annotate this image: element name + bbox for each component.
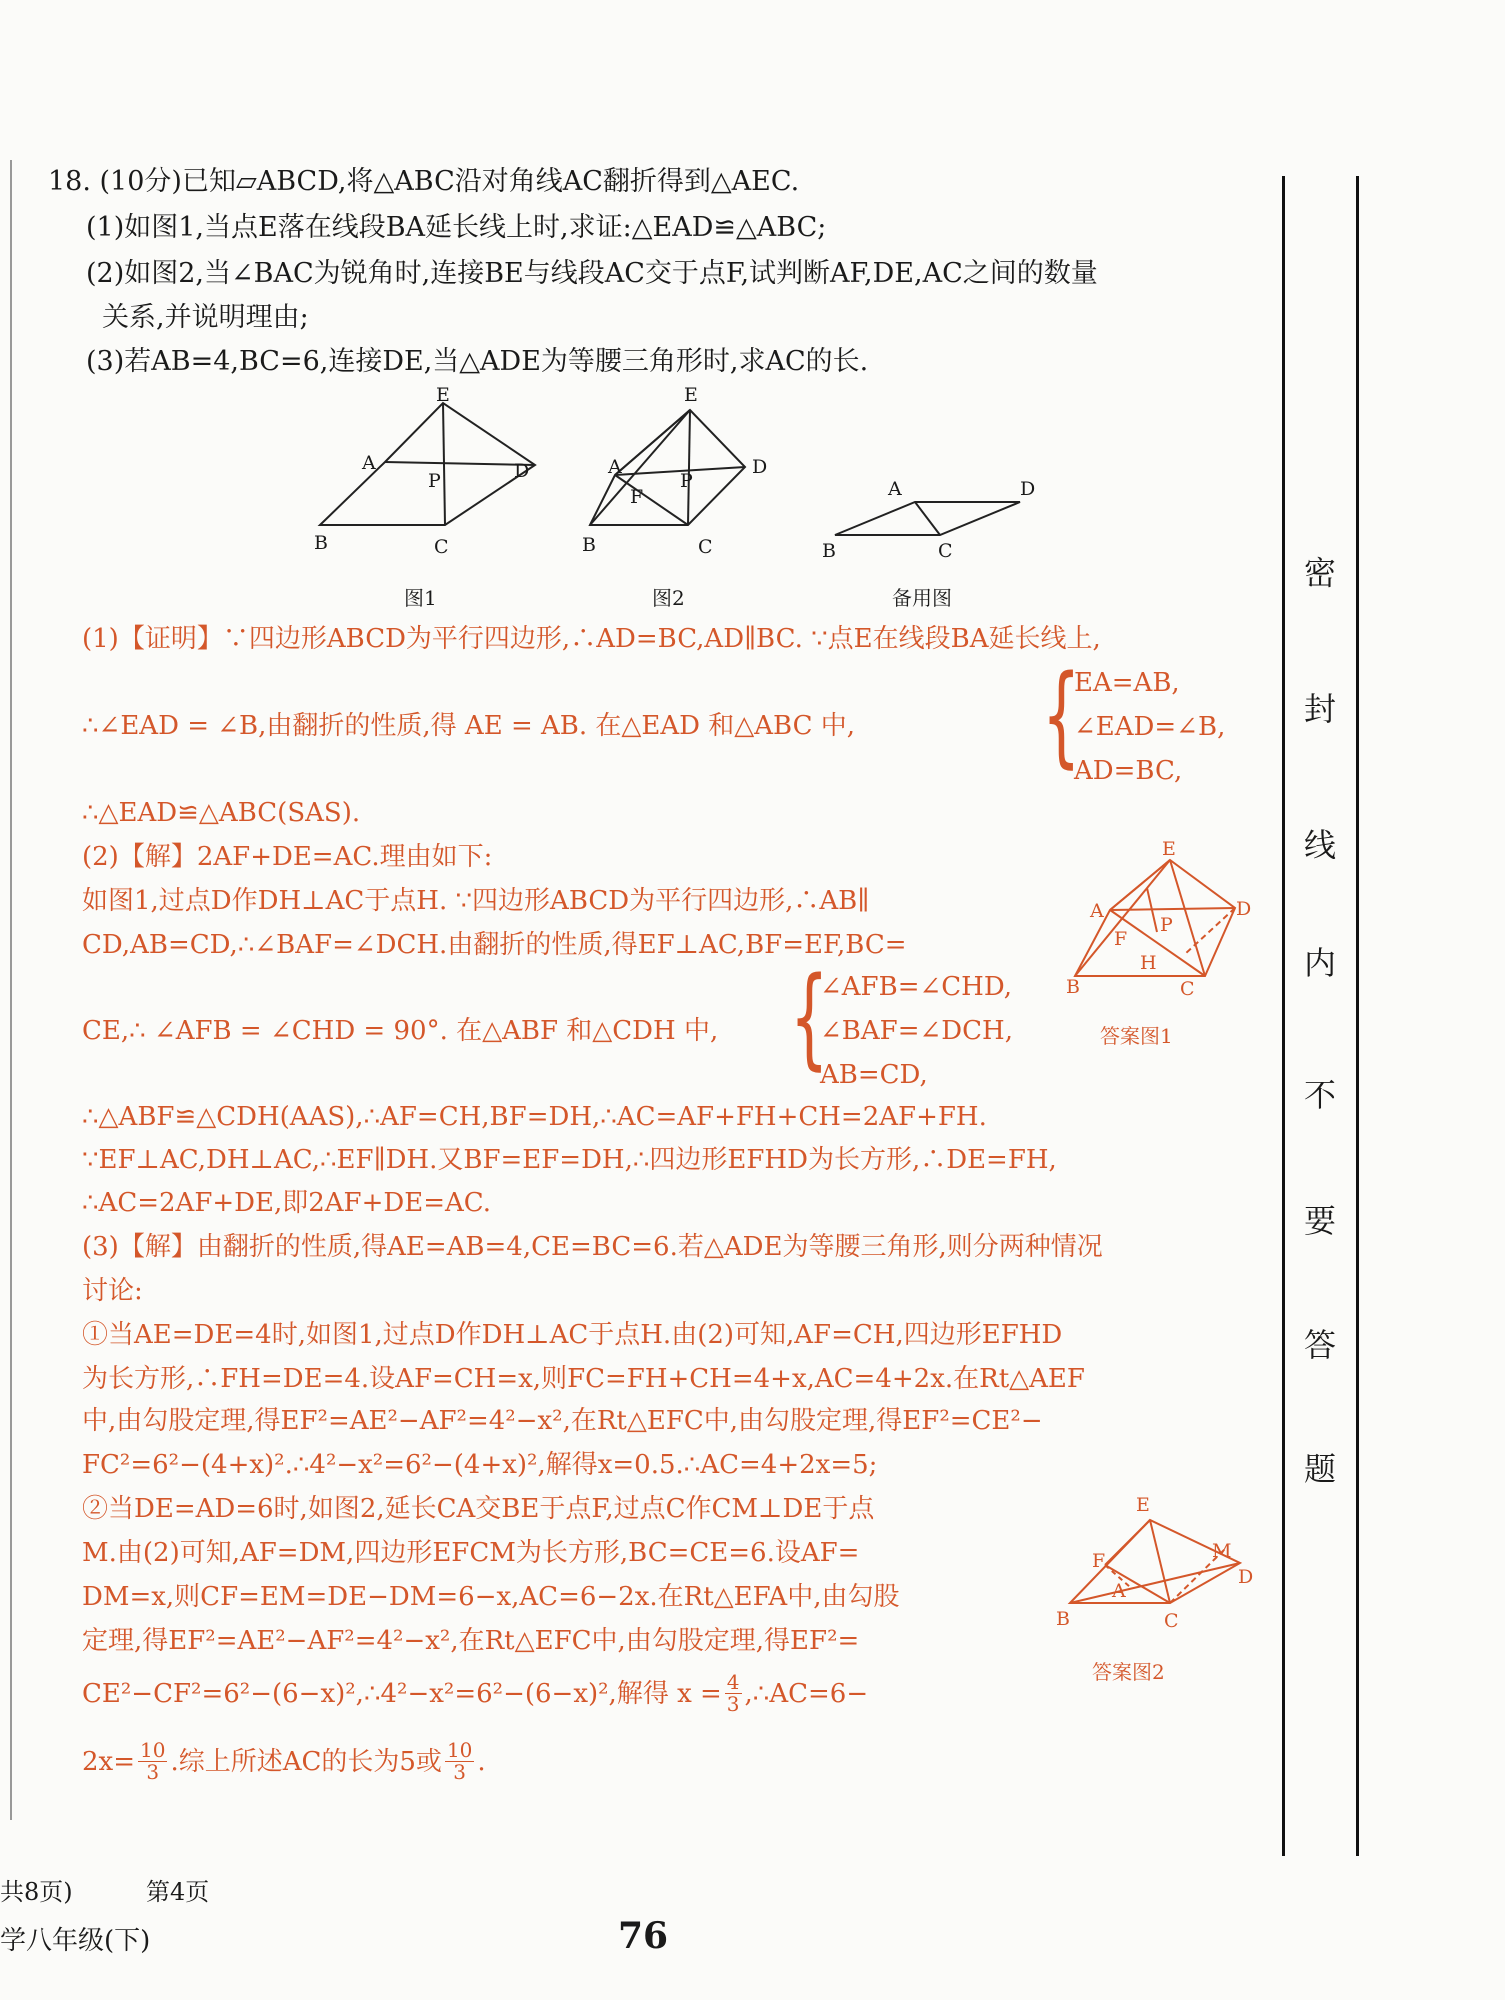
answer-p3-line5: 中,由勾股定理,得EF²=AE²−AF²=4²−x²,在Rt△EFC中,由勾股定理,得EF²=CE²− xyxy=(82,1406,1043,1436)
footer-grade: 学八年级(下) xyxy=(0,1926,151,1956)
answer-p3-line12-text-a: 2x= xyxy=(82,1746,135,1777)
figure-spare xyxy=(820,480,1040,550)
left-margin-rule xyxy=(10,160,12,1820)
ans2-label-d: D xyxy=(1238,1566,1254,1588)
fraction-4-3-den: 3 xyxy=(726,1692,740,1716)
fig2-label-c: C xyxy=(698,536,713,558)
answer-p3-line12-text-b: .综上所述AC的长为5或 xyxy=(170,1746,442,1777)
ans1-label-e: E xyxy=(1162,838,1176,860)
answer-p2-case1: ∠AFB=∠CHD, xyxy=(820,972,1013,1002)
ans1-label-d: D xyxy=(1236,898,1252,920)
fig2-label-f: F xyxy=(630,486,644,508)
answer-p3-line10: 定理,得EF²=AE²−AF²=4²−x²,在Rt△EFC中,由勾股定理,得EF²= xyxy=(82,1626,860,1656)
answer-p2-case2: ∠BAF=∠DCH, xyxy=(820,1016,1013,1046)
ans1-label-h: H xyxy=(1140,952,1157,974)
seal-char-7: 答 xyxy=(1304,1326,1337,1364)
seal-char-4: 内 xyxy=(1304,944,1337,982)
fig1-label-d: D xyxy=(514,460,530,482)
answer-p3-line11-text-b: ,∴AC=6− xyxy=(744,1678,869,1709)
fig2-label-b: B xyxy=(582,534,596,556)
question-part2-line1: (2)如图2,当∠BAC为锐角时,连接BE与线段AC交于点F,试判断AF,DE,AC之间的数量 xyxy=(86,258,1098,289)
ans1-label-b: B xyxy=(1066,976,1080,998)
ans2-label-e: E xyxy=(1136,1494,1150,1516)
answer-fig2-caption: 答案图2 xyxy=(1092,1660,1165,1684)
fig1-label-c: C xyxy=(434,536,449,558)
question-part3: (3)若AB=4,BC=6,连接DE,当△ADE为等腰三角形时,求AC的长. xyxy=(86,346,869,377)
question-title: 18. (10分)已知▱ABCD,将△ABC沿对角线AC翻折得到△AEC. xyxy=(48,166,800,197)
seal-char-8: 题 xyxy=(1304,1450,1337,1488)
answer-p1-case2: ∠EAD=∠B, xyxy=(1074,712,1226,742)
answer-p3-line4: 为长方形,∴FH=DE=4.设AF=CH=x,则FC=FH+CH=4+x,AC=4+2x.在Rt△AEF xyxy=(82,1364,1085,1394)
page-number: 76 xyxy=(618,1915,669,1957)
ans2-label-b: B xyxy=(1056,1608,1070,1630)
ans1-label-a: A xyxy=(1090,900,1104,922)
fig1-label-p: P xyxy=(428,470,441,492)
brace-p2: { xyxy=(790,953,829,1081)
answer-p2-line7: ∴AC=2AF+DE,即2AF+DE=AC. xyxy=(82,1188,491,1218)
answer-p1-case1: EA=AB, xyxy=(1074,668,1180,698)
seal-char-6: 要 xyxy=(1304,1202,1337,1240)
footer-pages-total: 共8页) xyxy=(0,1878,73,1906)
fig1-caption: 图1 xyxy=(404,586,437,610)
fraction-10-3-a-num: 10 xyxy=(140,1738,166,1762)
answer-p2-case3: AB=CD, xyxy=(820,1060,928,1090)
answer-p3-line12-text-c: . xyxy=(477,1746,486,1777)
answer-p1-line1: (1)【证明】∵四边形ABCD为平行四边形,∴AD=BC,AD∥BC. ∵点E在线段BA延长线上, xyxy=(82,624,1101,654)
fig3-label-a: A xyxy=(888,478,902,500)
fig3-label-d: D xyxy=(1020,478,1036,500)
answer-p2-line5: ∴△ABF≌△CDH(AAS),∴AF=CH,BF=DH,∴AC=AF+FH+CH=2AF+FH. xyxy=(82,1102,987,1132)
fraction-4-3-num: 4 xyxy=(726,1670,740,1694)
ans1-label-c: C xyxy=(1180,978,1195,1000)
question-part2-line2: 关系,并说明理由; xyxy=(102,302,309,333)
fraction-10-3-a-den: 3 xyxy=(146,1760,160,1784)
fraction-4-3 xyxy=(725,1672,742,1715)
answer-p3-line7: ②当DE=AD=6时,如图2,延长CA交BE于点F,过点C作CM⊥DE于点 xyxy=(82,1494,875,1524)
answer-p3-line11-text-a: CE²−CF²=6²−(6−x)²,∴4²−x²=6²−(6−x)²,解得 x = xyxy=(82,1678,722,1709)
question-part1: (1)如图1,当点E落在线段BA延长线上时,求证:△EAD≌△ABC; xyxy=(86,212,827,243)
ans1-label-p: P xyxy=(1160,914,1173,936)
answer-p3-line9: DM=x,则CF=EM=DE−DM=6−x,AC=6−2x.在Rt△EFA中,由勾股 xyxy=(82,1582,900,1612)
fraction-10-3-b-num: 10 xyxy=(446,1738,473,1762)
ans2-label-a: A xyxy=(1112,1580,1126,1602)
seal-char-1: 密 xyxy=(1304,554,1337,592)
fig1-label-b: B xyxy=(314,532,328,554)
fig1-label-a: A xyxy=(362,452,376,474)
fig2-label-d: D xyxy=(752,456,768,478)
answer-p3-line11 xyxy=(82,1672,868,1715)
answer-p3-line2: 讨论: xyxy=(82,1276,143,1306)
fig1-label-e: E xyxy=(436,384,450,406)
answer-p3-line6: FC²=6²−(4+x)².∴4²−x²=6²−(4+x)²,解得x=0.5.∴AC=4+2x=5; xyxy=(82,1450,878,1480)
fraction-10-3-b-den: 3 xyxy=(453,1760,467,1784)
fig2-label-a: A xyxy=(608,456,622,478)
answer-p1-line2: ∴∠EAD = ∠B,由翻折的性质,得 AE = AB. 在△EAD 和△ABC 中, xyxy=(82,711,856,741)
answer-p2-line6: ∵EF⊥AC,DH⊥AC,∴EF∥DH.又BF=EF=DH,∴四边形EFHD为长方形,∴DE=FH, xyxy=(82,1145,1057,1175)
seal-line-right xyxy=(1356,176,1359,1856)
seal-char-2: 封 xyxy=(1304,690,1337,728)
figure-2 xyxy=(570,380,770,550)
answer-p1-line3: ∴△EAD≌△ABC(SAS). xyxy=(82,798,361,828)
figure-1 xyxy=(300,380,540,550)
answer-figure-2 xyxy=(1060,1505,1260,1620)
answer-p2-line3: CD,AB=CD,∴∠BAF=∠DCH.由翻折的性质,得EF⊥AC,BF=EF,BC= xyxy=(82,930,907,960)
answer-p3-line1: (3)【解】由翻折的性质,得AE=AB=4,CE=BC=6.若△ADE为等腰三角形,则分两种情况 xyxy=(82,1232,1103,1262)
answer-p2-line1: (2)【解】2AF+DE=AC.理由如下: xyxy=(82,842,493,872)
answer-p3-line3: ①当AE=DE=4时,如图1,过点D作DH⊥AC于点H.由(2)可知,AF=CH,四边形EFHD xyxy=(82,1320,1063,1350)
fig3-label-c: C xyxy=(938,540,953,562)
seal-line-left xyxy=(1282,176,1285,1856)
answer-p3-line8: M.由(2)可知,AF=DM,四边形EFCM为长方形,BC=CE=6.设AF= xyxy=(82,1538,860,1568)
answer-p2-line2: 如图1,过点D作DH⊥AC于点H. ∵四边形ABCD为平行四边形,∴AB∥ xyxy=(82,886,870,916)
answer-p3-line12 xyxy=(82,1740,486,1783)
ans2-label-c: C xyxy=(1164,1610,1179,1632)
answer-p1-case3: AD=BC, xyxy=(1074,756,1183,786)
ans1-label-f: F xyxy=(1114,928,1128,950)
brace-p1: { xyxy=(1042,651,1081,779)
ans2-label-m: M xyxy=(1212,1540,1232,1562)
ans2-label-f: F xyxy=(1092,1550,1106,1572)
fig3-caption: 备用图 xyxy=(892,586,952,610)
fraction-10-3-a xyxy=(138,1740,167,1783)
fig2-label-p: P xyxy=(680,470,693,492)
fig2-label-e: E xyxy=(684,384,698,406)
fig2-caption: 图2 xyxy=(652,586,685,610)
answer-fig1-caption: 答案图1 xyxy=(1100,1024,1173,1048)
seal-char-3: 线 xyxy=(1304,826,1337,864)
seal-char-5: 不 xyxy=(1304,1076,1337,1114)
answer-p2-line4: CE,∴ ∠AFB = ∠CHD = 90°. 在△ABF 和△CDH 中, xyxy=(82,1016,719,1046)
fig3-label-b: B xyxy=(822,540,836,562)
footer-page-number-text: 第4页 xyxy=(146,1878,210,1906)
fraction-10-3-b xyxy=(445,1740,474,1783)
